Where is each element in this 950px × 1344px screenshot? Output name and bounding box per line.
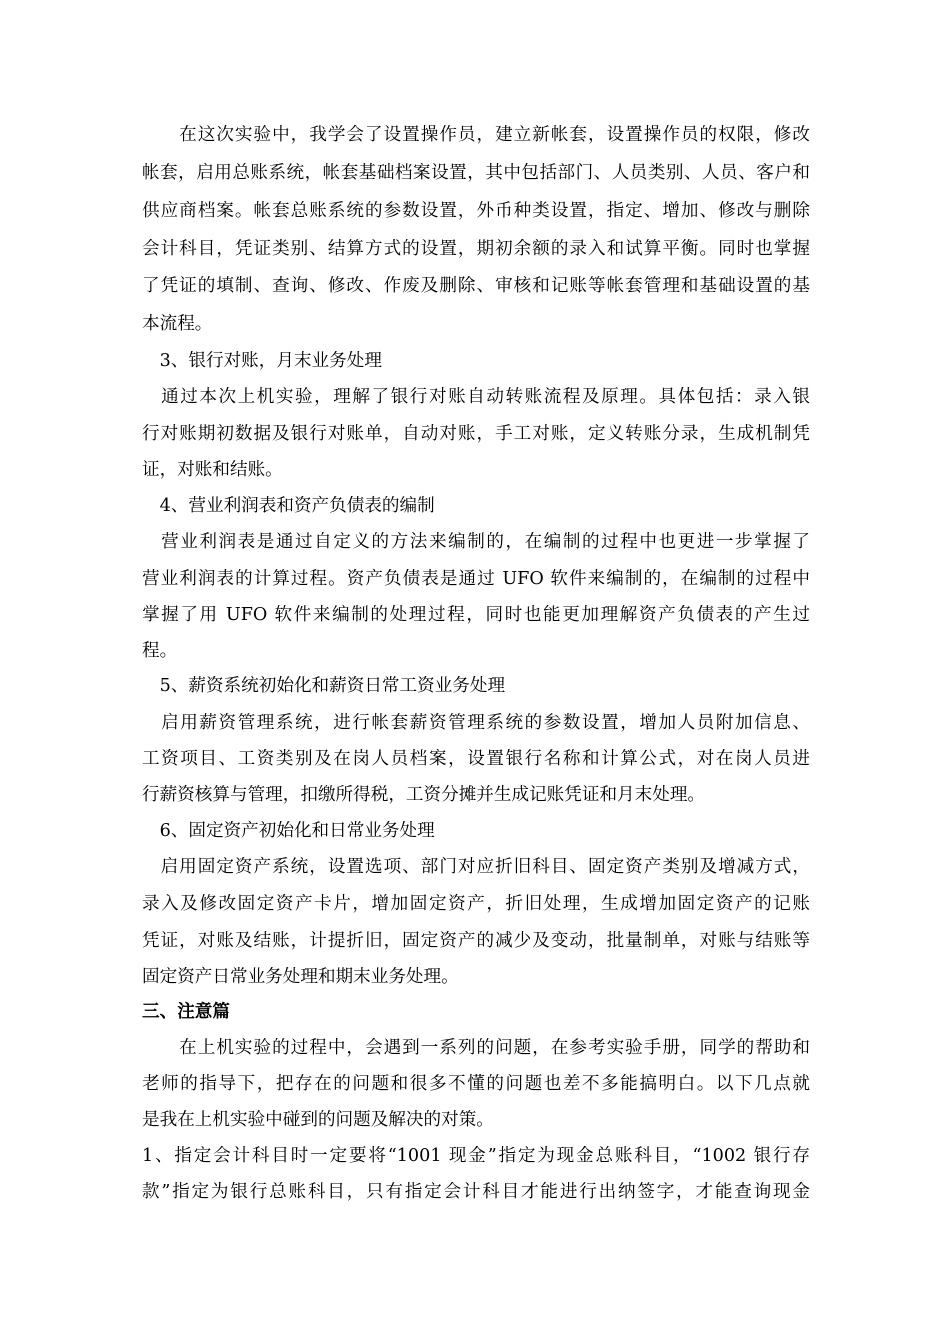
paragraph-line: 通过本次上机实验，理解了银行对账自动转账流程及原理。具体包括：录入银 bbox=[142, 387, 810, 407]
paragraph-line: 录入及修改固定资产卡片，增加固定资产，折旧处理，生成增加固定资产的记账 bbox=[142, 894, 810, 914]
paragraph-line: 在这次实验中，我学会了设置操作员，建立新帐套，设置操作员的权限，修改 bbox=[142, 125, 810, 145]
chapter-heading: 三、注意篇 bbox=[142, 1001, 230, 1022]
paragraph-line: 固定资产日常业务处理和期末业务处理。 bbox=[142, 967, 459, 987]
paragraph-line: 本流程。 bbox=[142, 314, 213, 334]
paragraph-line: 帐套，启用总账系统，帐套基础档案设置，其中包括部门、人员类别、人员、客户和 bbox=[142, 163, 810, 183]
paragraph-line: 程。 bbox=[142, 641, 178, 661]
paragraph-line: 会计科目，凭证类别、结算方式的设置，期初余额的录入和试算平衡。同时也掌握 bbox=[142, 239, 810, 259]
paragraph-line: 证，对账和结账。 bbox=[142, 460, 283, 480]
paragraph-line: 行对账期初数据及银行对账单，自动对账，手工对账，定义转账分录，生成机制凭 bbox=[142, 424, 810, 444]
section-heading: 5、薪资系统初始化和薪资日常工资业务处理 bbox=[142, 676, 506, 696]
paragraph-line: 工资项目、工资类别及在岗人员档案，设置银行名称和计算公式，对在岗人员进 bbox=[142, 749, 810, 769]
paragraph-line: 供应商档案。帐套总账系统的参数设置，外币种类设置，指定、增加、修改与删除 bbox=[142, 201, 810, 221]
section-heading: 3、银行对账，月末业务处理 bbox=[142, 351, 382, 371]
paragraph-line: 行薪资核算与管理，扣缴所得税，工资分摊并生成记账凭证和月末处理。 bbox=[142, 785, 706, 805]
paragraph-line: 掌握了用 UFO 软件来编制的处理过程，同时也能更加理解资产负债表的产生过 bbox=[142, 605, 810, 625]
paragraph-line: 在上机实验的过程中，会遇到一系列的问题，在参考实验手册，同学的帮助和 bbox=[142, 1038, 810, 1058]
paragraph-line: 启用薪资管理系统，进行帐套薪资管理系统的参数设置，增加人员附加信息、 bbox=[142, 713, 810, 733]
paragraph-line: 1、指定会计科目时一定要将“1001 现金”指定为现金总账科目，“1002 银行存 bbox=[142, 1146, 810, 1166]
section-heading: 6、固定资产初始化和日常业务处理 bbox=[142, 821, 435, 841]
paragraph-line: 营业利润表的计算过程。资产负债表是通过 UFO 软件来编制的，在编制的过程中 bbox=[142, 569, 810, 589]
paragraph-line: 老师的指导下，把存在的问题和很多不懂的问题也差不多能搞明白。以下几点就 bbox=[142, 1074, 810, 1094]
paragraph-line: 款”指定为银行总账科目，只有指定会计科目才能进行出纳签字，才能查询现金 bbox=[142, 1182, 810, 1202]
paragraph-line: 凭证，对账及结账，计提折旧，固定资产的减少及变动，批量制单，对账与结账等 bbox=[142, 931, 810, 951]
paragraph-line: 营业利润表是通过自定义的方法来编制的，在编制的过程中也更进一步掌握了 bbox=[142, 532, 810, 552]
paragraph-line: 启用固定资产系统，设置选项、部门对应折旧科目、固定资产类别及增减方式， bbox=[142, 857, 810, 877]
paragraph-line: 了凭证的填制、查询、修改、作废及删除、审核和记账等帐套管理和基础设置的基 bbox=[142, 276, 810, 296]
paragraph-line: 是我在上机实验中碰到的问题及解决的对策。 bbox=[142, 1110, 494, 1130]
section-heading: 4、营业利润表和资产负债表的编制 bbox=[142, 496, 435, 516]
